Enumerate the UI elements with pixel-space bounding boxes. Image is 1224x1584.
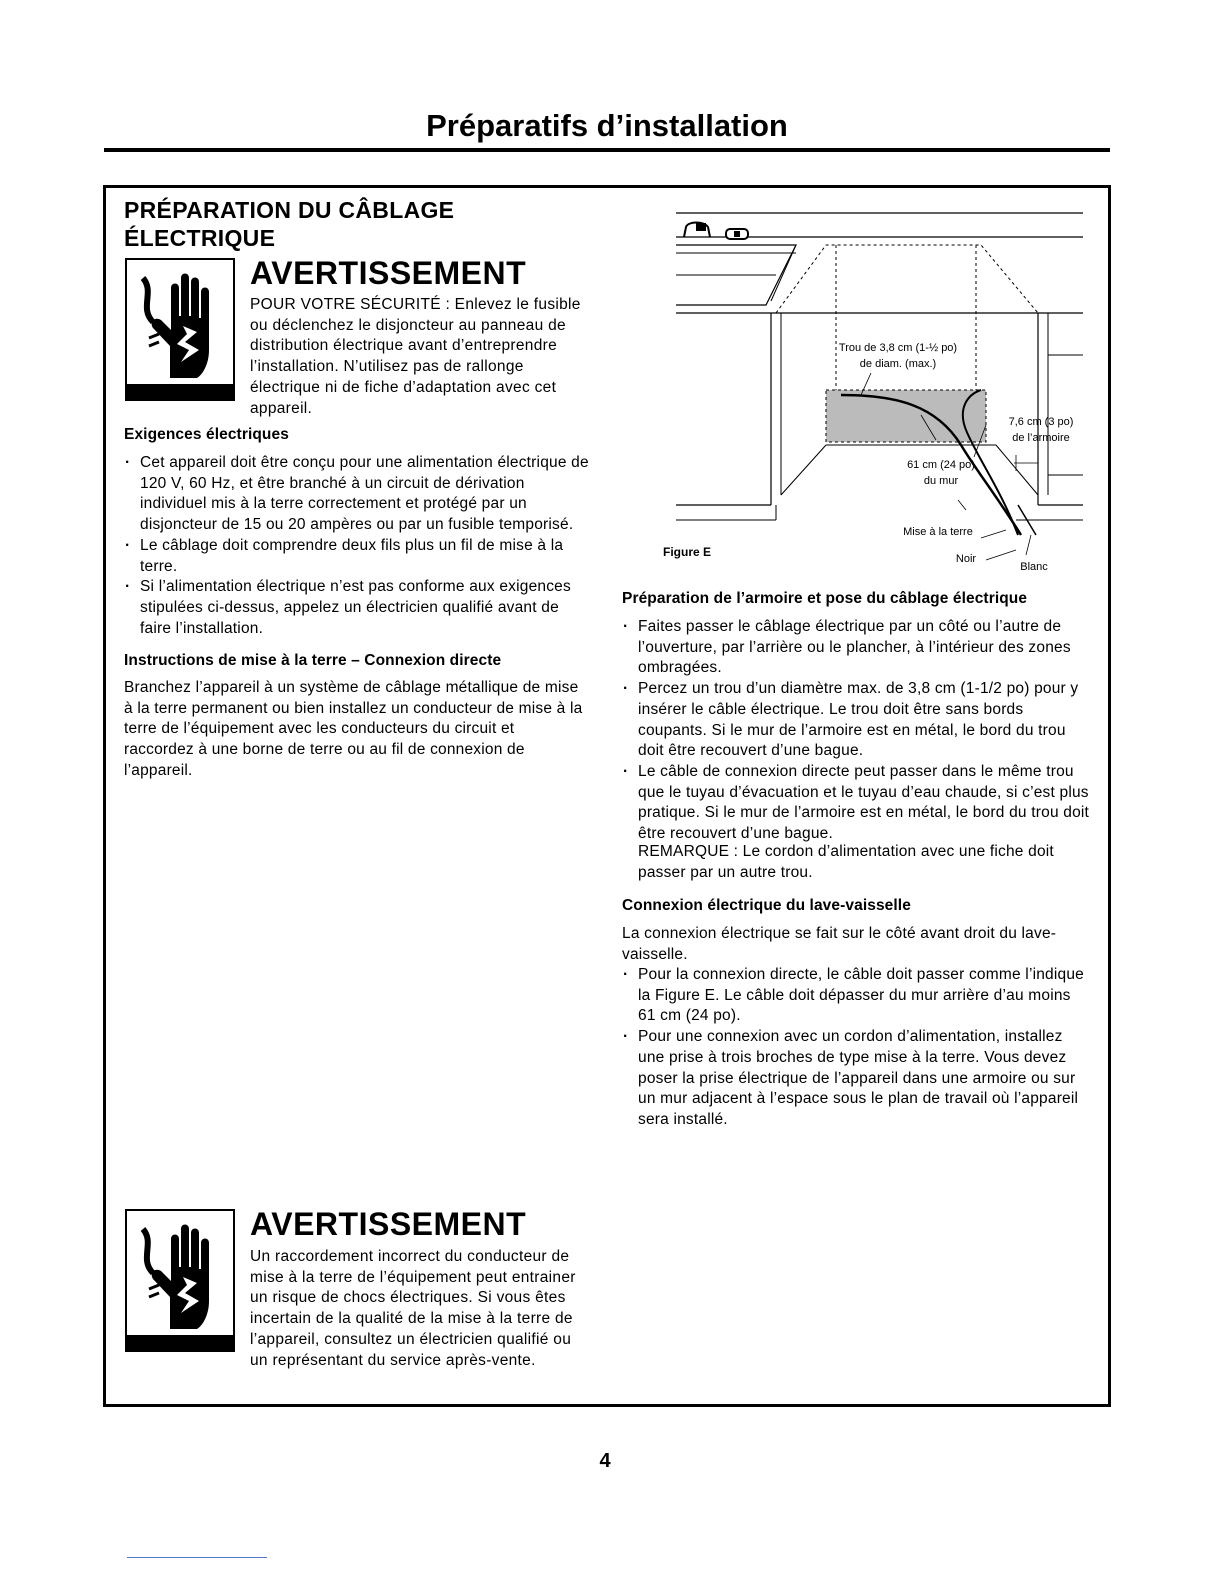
section-heading: [124, 196, 594, 252]
list-item: · Pour la connexion directe, le câble doit passer comme l’indique la Figure E. Le câble doit dépasser du mur arrière d’au moins 61 cm (24 po).: [622, 965, 1090, 1027]
list-item: · Si l’alimentation électrique n’est pas conforme aux exigences stipulées ci-dessus, appelez un électricien qualifié avant de faire l’installation.: [124, 577, 590, 639]
cabinet-prep-note: REMARQUE : Le cordon d’alimentation avec une fiche doit passer par un autre trou.: [638, 843, 1054, 881]
electrical-requirements-heading: Exigences électriques: [124, 426, 289, 443]
list-item: · Le câblage doit comprendre deux fils plus un fil de mise à la terre.: [124, 536, 590, 577]
connection-heading: Connexion électrique du lave-vaisselle: [622, 897, 911, 914]
connection-list: [622, 965, 1090, 1131]
page-title: Préparatifs d’installation: [426, 108, 788, 143]
hole-label-line1: Trou de 3,8 cm (1-½ po): [838, 342, 958, 354]
title-rule: [104, 148, 1110, 152]
list-item: · Le câble de connexion directe peut passer dans le même trou que le tuyau d’évacuation et le tuyau d’eau chaude, si c’est plus pratique. Si le mur de l’armoire est en métal, le bord du trou doit être recouvert d’une bague.: [622, 762, 1090, 845]
page-number: 4: [599, 1450, 611, 1472]
electric-shock-hazard-icon: [125, 1209, 235, 1352]
hole-label-line2: de diam. (max.): [859, 358, 937, 370]
black-label: Noir: [955, 553, 977, 565]
figure-e-diagram: [676, 205, 1086, 580]
ground-label: Mise à la terre: [903, 526, 973, 538]
section-heading-line1: PRÉPARATION DU CÂBLAGE: [124, 197, 455, 223]
grounding-heading: Instructions de mise à la terre – Connexion directe: [124, 652, 502, 669]
grounding-text: Branchez l’appareil à un système de câblage métallique de mise à la terre permanent ou bien installez un conducteur de mise à la terre de l’équipement avec les conducteurs du circuit et raccordez à une borne de terre ou au fil de connexion de l’appareil.: [124, 679, 583, 779]
white-label: Blanc: [1020, 561, 1048, 573]
electric-shock-hazard-icon: [125, 258, 235, 401]
wall-label-line1: 61 cm (24 po): [907, 459, 975, 471]
warning-text: Un raccordement incorrect du conducteur de mise à la terre de l’équipement peut entrainer un risque de chocs électriques. Si vous êtes incertain de la qualité de la mise à la terre de l’appareil, consultez un électricien qualifié ou un représentant du service après-vente.: [250, 1248, 576, 1369]
cabinet-label-line1: 7,6 cm (3 po): [1008, 416, 1074, 428]
cabinet-prep-heading: Préparation de l’armoire et pose du câblage électrique: [622, 590, 1028, 607]
cabinet-label-line2: de l’armoire: [1012, 432, 1070, 444]
footer-line: [127, 1557, 267, 1558]
warning-title: AVERTISSEMENT: [250, 1206, 527, 1242]
warning-text: POUR VOTRE SÉCURITÉ : Enlevez le fusible ou déclenchez le disjoncteur au panneau de distribution électrique avant d’entreprendre l’installation. N’utilisez pas de rallonge électrique ni de fiche d’adaptation avec cet appareil.: [250, 296, 581, 417]
list-item: · Pour une connexion avec un cordon d’alimentation, installez une prise à trois broches de type mise à la terre. Vous devez poser la prise électrique de l’appareil dans une armoire ou sur un mur adjacent à l’espace sous le plan de travail où l’appareil sera installé.: [622, 1027, 1090, 1131]
electrical-requirements-list: [124, 453, 590, 639]
wall-label-line2: du mur: [923, 475, 959, 487]
list-item: · Faites passer le câblage électrique par un côté ou l’autre de l’ouverture, par l’arrière ou le plancher, à l’intérieur des zones ombragées.: [622, 617, 1090, 679]
connection-intro: La connexion électrique se fait sur le côté avant droit du lave-vaisselle.: [622, 925, 1057, 963]
cabinet-prep-list: [622, 617, 1090, 845]
list-item: · Percez un trou d’un diamètre max. de 3,8 cm (1-1/2 po) pour y insérer le câble électrique. Le trou doit être sans bords coupants. Si le mur de l’armoire est en métal, le bord du trou doit être recouvert d’une bague.: [622, 679, 1090, 762]
list-item: · Cet appareil doit être conçu pour une alimentation électrique de 120 V, 60 Hz, et être branché à un circuit de dérivation individuel mis à la terre correctement et protégé par un disjoncteur de 15 ou 20 ampères ou par un fusible temporisé.: [124, 453, 590, 536]
warning-title: AVERTISSEMENT: [250, 255, 527, 291]
figure-caption: Figure E: [663, 545, 712, 559]
section-heading-line2: ÉLECTRIQUE: [124, 225, 276, 251]
